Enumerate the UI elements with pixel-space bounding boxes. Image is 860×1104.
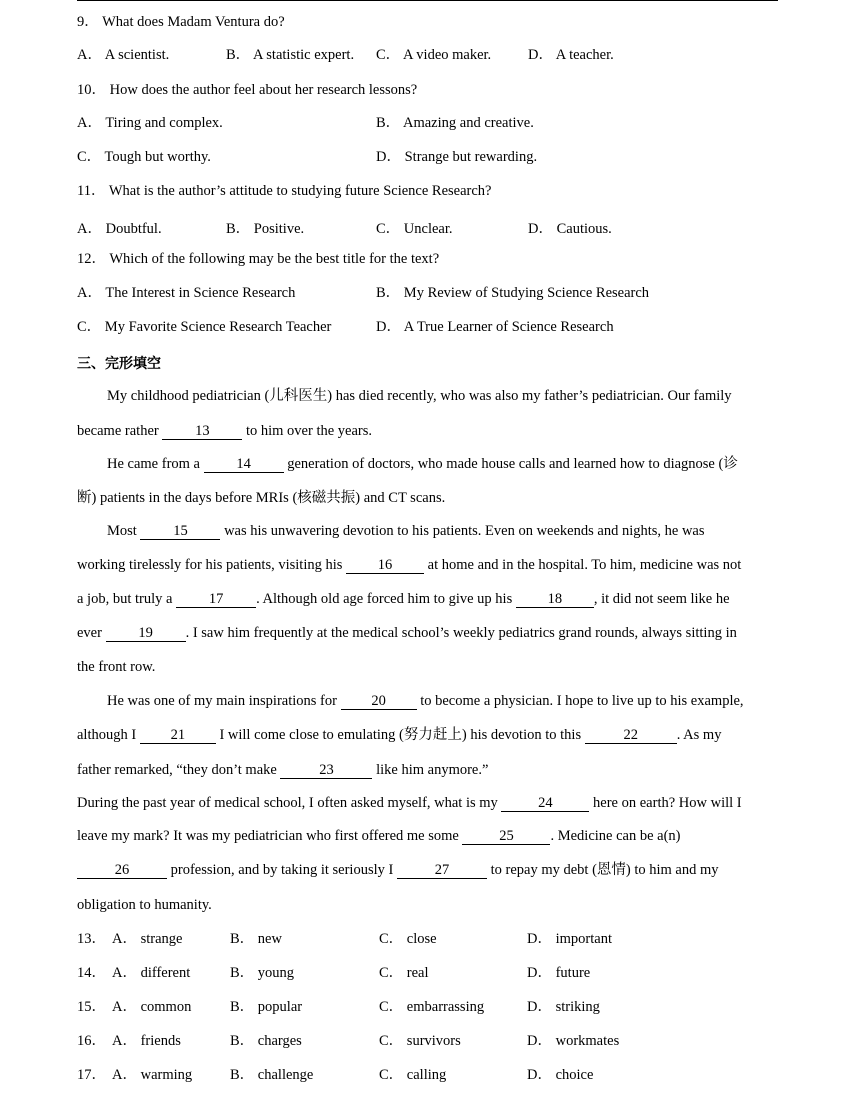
option-b: B． A statistic expert. bbox=[226, 47, 355, 63]
option-a: A． Tiring and complex. bbox=[77, 115, 223, 131]
option-d: D． Strange but rewarding. bbox=[376, 149, 538, 165]
option-a: A． different bbox=[112, 965, 191, 981]
option-b: B． new bbox=[230, 931, 282, 947]
passage-line: My childhood pediatrician (儿科医生) has died recently, who was also my father’s pediatrician. Our family bbox=[107, 388, 732, 404]
question-stem: 12． Which of the following may be the best title for the text? bbox=[77, 251, 440, 267]
option-d: D． A teacher. bbox=[528, 47, 614, 63]
choice-number: 16． bbox=[77, 1033, 106, 1049]
passage-line: although I 21 I will come close to emulating (努力赶上) his devotion to this 22 . As my bbox=[77, 727, 722, 743]
blank-20[interactable]: 20 bbox=[341, 694, 417, 710]
option-a: A． common bbox=[112, 999, 192, 1015]
option-a: A． Doubtful. bbox=[77, 221, 162, 237]
passage-line: working tirelessly for his patients, visiting his 16 at home and in the hospital. To him, medicine was not bbox=[77, 557, 742, 573]
option-c: C． survivors bbox=[379, 1033, 461, 1049]
passage-line: Most 15 was his unwavering devotion to his patients. Even on weekends and nights, he was bbox=[107, 523, 705, 539]
blank-14[interactable]: 14 bbox=[204, 457, 284, 473]
option-c: C． Tough but worthy. bbox=[77, 149, 211, 165]
option-b: B． My Review of Studying Science Research bbox=[376, 285, 650, 301]
blank-25[interactable]: 25 bbox=[462, 829, 550, 845]
option-d: D． workmates bbox=[527, 1033, 620, 1049]
blank-27[interactable]: 27 bbox=[397, 863, 487, 879]
passage-line: He was one of my main inspirations for 20 to become a physician. I hope to live up to his example, bbox=[107, 693, 744, 709]
choice-number: 17． bbox=[77, 1067, 106, 1083]
blank-15[interactable]: 15 bbox=[140, 524, 220, 540]
option-c: C． real bbox=[379, 965, 429, 981]
option-a: A． The Interest in Science Research bbox=[77, 285, 296, 301]
question-stem: 10． How does the author feel about her research lessons? bbox=[77, 82, 418, 98]
passage-line: 26 profession, and by taking it seriously I 27 to repay my debt (恩情) to him and my bbox=[77, 861, 719, 879]
option-d: D． striking bbox=[527, 999, 600, 1015]
blank-26[interactable]: 26 bbox=[77, 863, 167, 879]
passage-line: the front row. bbox=[77, 659, 156, 675]
passage-line: father remarked, “they don’t make 23 like him anymore.” bbox=[77, 762, 489, 778]
passage-line: obligation to humanity. bbox=[77, 897, 212, 913]
option-c: C． A video maker. bbox=[376, 47, 492, 63]
section-title: 三、完形填空 bbox=[77, 356, 161, 372]
blank-19[interactable]: 19 bbox=[106, 626, 186, 642]
option-d: D． important bbox=[527, 931, 612, 947]
option-d: D． future bbox=[527, 965, 591, 981]
option-c: C． Unclear. bbox=[376, 221, 453, 237]
option-a: A． strange bbox=[112, 931, 183, 947]
option-d: D． Cautious. bbox=[528, 221, 612, 237]
option-d: D． choice bbox=[527, 1067, 594, 1083]
passage-line: During the past year of medical school, I often asked myself, what is my 24 here on earth? How will I bbox=[77, 795, 742, 811]
option-a: A． friends bbox=[112, 1033, 181, 1049]
passage-line: ever 19 . I saw him frequently at the medical school’s weekly pediatrics grand rounds, always sitting in bbox=[77, 625, 737, 641]
option-a: A． warming bbox=[112, 1067, 193, 1083]
blank-23[interactable]: 23 bbox=[280, 763, 372, 779]
blank-21[interactable]: 21 bbox=[140, 728, 216, 744]
blank-22[interactable]: 22 bbox=[585, 728, 677, 744]
top-rule bbox=[77, 0, 778, 1]
option-c: C． close bbox=[379, 931, 437, 947]
blank-13[interactable]: 13 bbox=[162, 424, 242, 440]
question-stem: 9． What does Madam Ventura do? bbox=[77, 14, 285, 30]
option-c: C． embarrassing bbox=[379, 999, 485, 1015]
option-b: B． charges bbox=[230, 1033, 302, 1049]
blank-18[interactable]: 18 bbox=[516, 592, 594, 608]
option-c: C． My Favorite Science Research Teacher bbox=[77, 319, 332, 335]
option-b: B． challenge bbox=[230, 1067, 314, 1083]
choice-number: 15． bbox=[77, 999, 106, 1015]
question-stem: 11． What is the author’s attitude to studying future Science Research? bbox=[77, 183, 492, 199]
choice-number: 13． bbox=[77, 931, 106, 947]
passage-line: He came from a 14 generation of doctors, who made house calls and learned how to diagnose (诊 bbox=[107, 456, 738, 472]
option-b: B． Positive. bbox=[226, 221, 305, 237]
option-c: C． calling bbox=[379, 1067, 447, 1083]
passage-line: 断) patients in the days before MRIs (核磁共振) and CT scans. bbox=[77, 490, 446, 506]
choice-number: 14． bbox=[77, 965, 106, 981]
passage-line: a job, but truly a 17 . Although old age forced him to give up his 18 , it did not seem like he bbox=[77, 591, 730, 607]
passage-line: leave my mark? It was my pediatrician who first offered me some 25 . Medicine can be a(n) bbox=[77, 828, 681, 844]
passage-line: became rather 13 to him over the years. bbox=[77, 423, 373, 439]
blank-17[interactable]: 17 bbox=[176, 592, 256, 608]
option-b: B． young bbox=[230, 965, 295, 981]
option-d: D． A True Learner of Science Research bbox=[376, 319, 614, 335]
option-b: B． popular bbox=[230, 999, 303, 1015]
blank-24[interactable]: 24 bbox=[501, 796, 589, 812]
option-b: B． Amazing and creative. bbox=[376, 115, 534, 131]
blank-16[interactable]: 16 bbox=[346, 558, 424, 574]
option-a: A． A scientist. bbox=[77, 47, 170, 63]
